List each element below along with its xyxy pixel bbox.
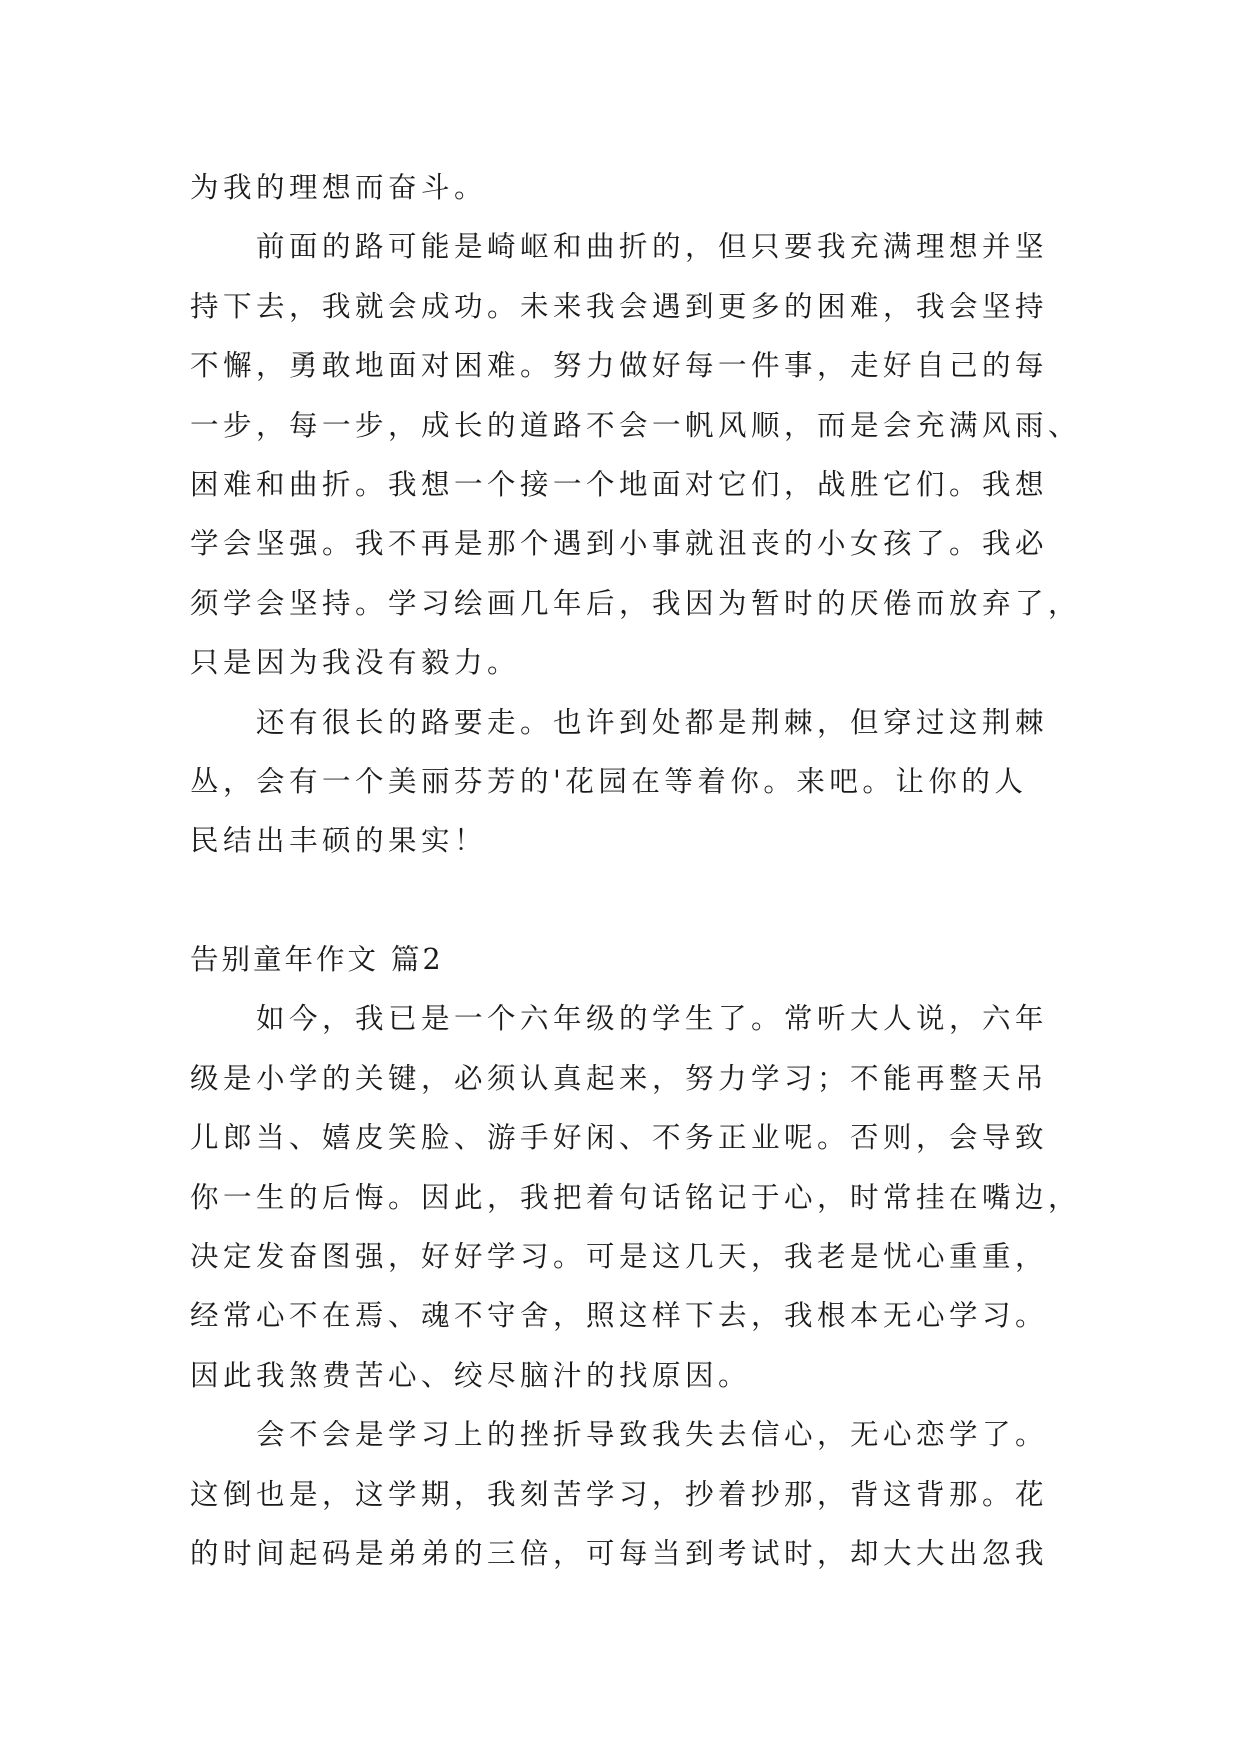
text-line: 前面的路可能是崎岖和曲折的，但只要我充满理想并坚 <box>256 230 1049 264</box>
text-line: 级是小学的关键，必须认真起来，努力学习；不能再整天吊 <box>190 1061 1049 1095</box>
text-line: 因此我煞费苦心、绞尽脑汁的找原因。 <box>190 1358 752 1392</box>
text-line: 民结出丰硕的果实！ <box>190 824 488 858</box>
paragraph-3 <box>190 693 1070 871</box>
text-line: 这倒也是，这学期，我刻苦学习，抄着抄那，背这背那。花 <box>190 1477 1049 1511</box>
blank-line <box>190 871 1070 930</box>
document-body <box>190 158 1082 1583</box>
text-line: 不懈，勇敢地面对困难。努力做好每一件事，走好自己的每 <box>190 349 1049 383</box>
text-line: 你一生的后悔。因此，我把着句话铭记于心，时常挂在嘴边， <box>190 1180 1082 1214</box>
text-line: 学会坚强。我不再是那个遇到小事就沮丧的小女孩了。我必 <box>190 527 1049 561</box>
paragraph-2 <box>190 217 1082 692</box>
text-line: 只是因为我没有毅力。 <box>190 646 521 680</box>
text-line: 困难和曲折。我想一个接一个地面对它们，战胜它们。我想 <box>190 467 1049 501</box>
paragraph-4 <box>190 989 1082 1405</box>
text-line: 丛，会有一个美丽芬芳的'花园在等着你。来吧。让你的人 <box>190 764 1028 798</box>
text-line: 一步，每一步，成长的道路不会一帆风顺，而是会充满风雨、 <box>190 408 1082 442</box>
text-line: 如今，我已是一个六年级的学生了。常听大人说，六年 <box>256 1002 1049 1036</box>
text-line: 经常心不在焉、魂不守舍，照这样下去，我根本无心学习。 <box>190 1299 1049 1333</box>
text-line: 还有很长的路要走。也许到处都是荆棘，但穿过这荆棘 <box>256 705 1049 739</box>
paragraph-1 <box>190 158 1070 217</box>
section-heading: 告别童年作文 篇2 <box>190 943 444 977</box>
text-line: 须学会坚持。学习绘画几年后，我因为暂时的厌倦而放弃了， <box>190 586 1082 620</box>
text-line: 为我的理想而奋斗。 <box>190 171 488 204</box>
text-line: 持下去，我就会成功。未来我会遇到更多的困难，我会坚持 <box>190 289 1049 323</box>
text-line: 决定发奋图强，好好学习。可是这几天，我老是忧心重重， <box>190 1240 1049 1274</box>
paragraph-5 <box>190 1405 1070 1583</box>
text-line: 的时间起码是弟弟的三倍，可每当到考试时，却大大出忽我 <box>190 1536 1049 1570</box>
text-line: 会不会是学习上的挫折导致我失去信心，无心恋学了。 <box>256 1418 1049 1452</box>
text-line: 儿郎当、嬉皮笑脸、游手好闲、不务正业呢。否则，会导致 <box>190 1121 1049 1155</box>
